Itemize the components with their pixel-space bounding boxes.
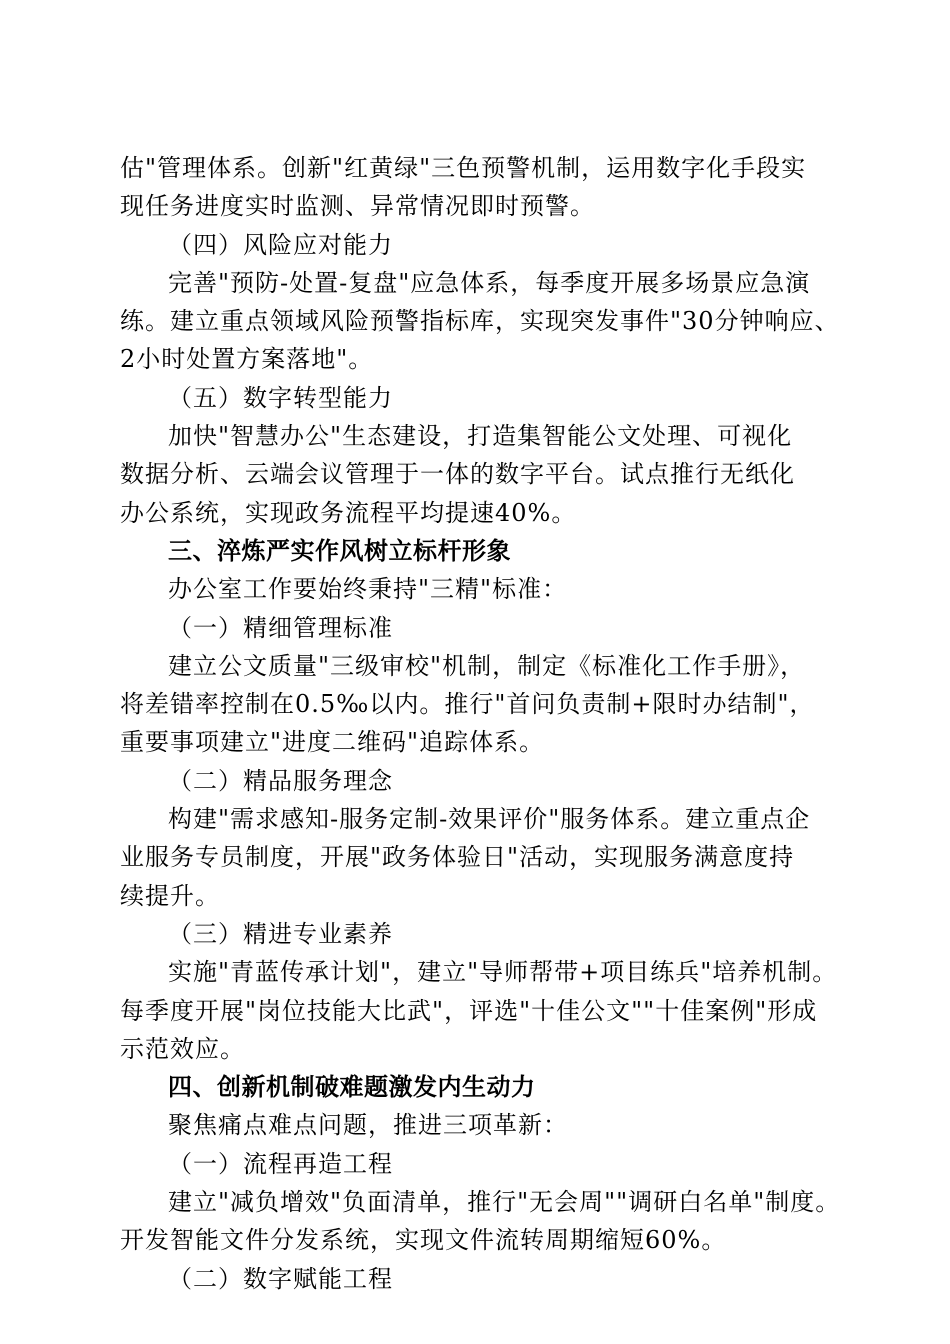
body-line: 估"管理体系。创新"红黄绿"三色预警机制，运用数字化手段实 xyxy=(120,154,807,182)
body-line: 每季度开展"岗位技能大比武"，评选"十佳公文""十佳案例"形成 xyxy=(120,996,818,1025)
subheading-line: （二）精品服务理念 xyxy=(168,766,393,795)
body-line: 数据分析、云端会议管理于一体的数字平台。试点推行无纸化 xyxy=(120,460,795,489)
body-line: 业服务专员制度，开展"政务体验日"活动，实现服务满意度持 xyxy=(120,843,795,872)
body-line: 2小时处置方案落地"。 xyxy=(120,345,374,374)
paragraph-start-line: 完善"预防-处置-复盘"应急体系，每季度开展多场景应急演 xyxy=(168,268,811,297)
paragraph-start-line: 办公室工作要始终秉持"三精"标准： xyxy=(168,575,568,604)
subheading-line: （一）流程再造工程 xyxy=(168,1149,393,1178)
document-body xyxy=(120,149,840,1298)
body-line: 现任务进度实时监测、异常情况即时预警。 xyxy=(120,192,595,221)
paragraph-start-line: 建立"减负增效"负面清单，推行"无会周""调研白名单"制度。 xyxy=(168,1188,841,1217)
subheading-line: （一）精细管理标准 xyxy=(168,613,393,642)
subheading-line: （二）数字赋能工程 xyxy=(168,1264,393,1293)
paragraph-start-line: 构建"需求感知-服务定制-效果评价"服务体系。建立重点企 xyxy=(168,805,811,834)
body-line: 重要事项建立"进度二维码"追踪体系。 xyxy=(120,728,545,757)
body-line: 续提升。 xyxy=(120,881,220,910)
body-line: 办公系统，实现政务流程平均提速40%。 xyxy=(120,498,577,527)
section-heading: 四、创新机制破难题激发内生动力 xyxy=(168,1073,536,1102)
body-line: 示范效应。 xyxy=(120,1034,245,1063)
paragraph-start-line: 加快"智慧办公"生态建设，打造集智能公文处理、可视化 xyxy=(168,422,793,451)
subheading-line: （五）数字转型能力 xyxy=(168,383,393,412)
body-line: 将差错率控制在0.5‰以内。推行"首问负责制+限时办结制"， xyxy=(120,690,815,719)
body-line: 练。建立重点领域风险预警指标库，实现突发事件"30分钟响应、 xyxy=(120,307,840,336)
section-heading: 三、淬炼严实作风树立标杆形象 xyxy=(168,536,511,565)
paragraph-start-line: 实施"青蓝传承计划"，建立"导师帮带+项目练兵"培养机制。 xyxy=(168,958,838,987)
subheading-line: （四）风险应对能力 xyxy=(168,230,393,259)
paragraph-start-line: 建立公文质量"三级审校"机制，制定《标准化工作手册》， xyxy=(168,651,806,680)
paragraph-start-line: 聚焦痛点难点问题，推进三项革新： xyxy=(168,1111,568,1140)
subheading-line: （三）精进专业素养 xyxy=(168,919,393,948)
body-line: 开发智能文件分发系统，实现文件流转周期缩短60%。 xyxy=(120,1226,727,1255)
